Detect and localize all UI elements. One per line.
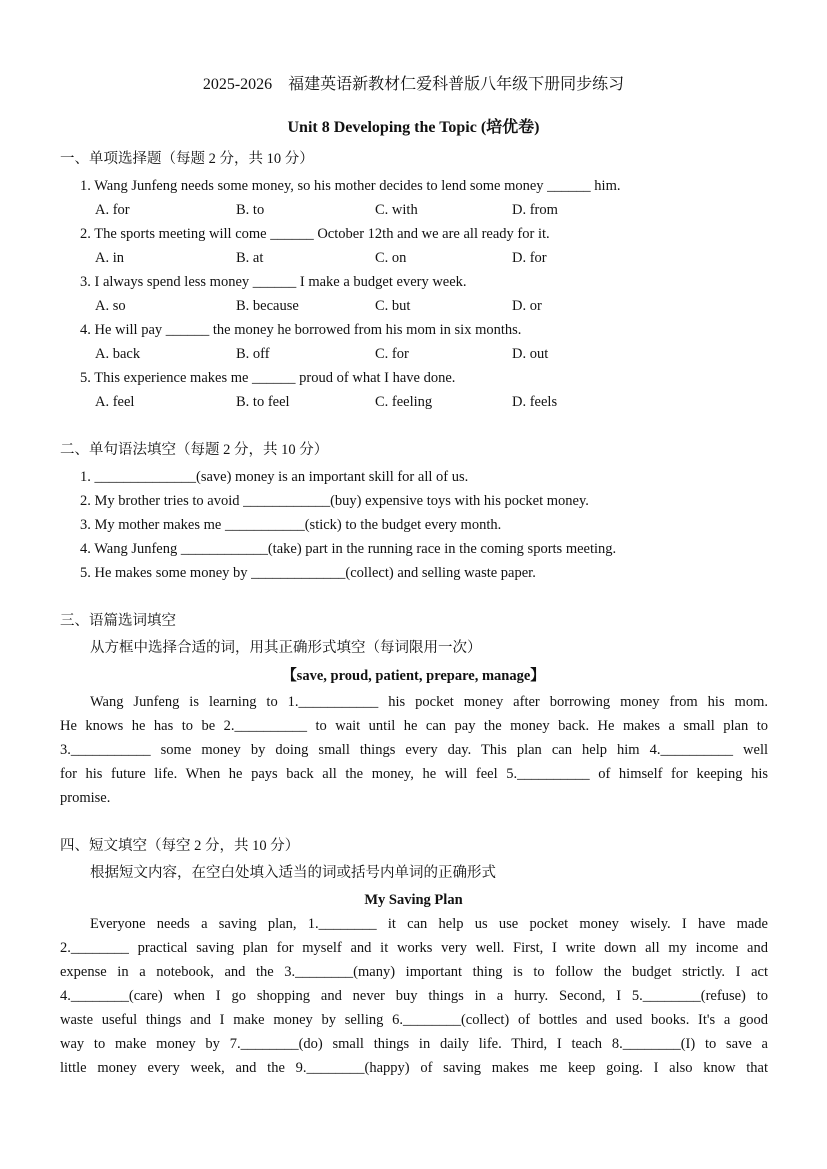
question-option: A. for <box>95 202 130 218</box>
question-stem: 1. Wang Junfeng needs some money, so his mother decides to lend some money ______ him. <box>80 178 621 194</box>
section2-heading: 二、单句语法填空（每题 2 分，共 10 分） <box>60 442 329 458</box>
section3-instruction: 从方框中选择合适的词，用其正确形式填空（每词限用一次） <box>90 640 482 656</box>
passage-line: for his future life. When he pays back all the money, he will feel 5.__________ of himself for keeping his <box>60 766 768 782</box>
question-option: B. to feel <box>236 394 290 410</box>
section1-heading: 一、单项选择题（每题 2 分，共 10 分） <box>60 151 314 167</box>
passage-line: 2.________ practical saving plan for myself and it works very well. First, I write down all my income and <box>60 940 768 956</box>
passage-line: waste useful things and I make money by selling 6.________(collect) of bottles and used books. It's a good <box>60 1012 768 1028</box>
question-option: B. off <box>236 346 270 362</box>
question-option: B. because <box>236 298 299 314</box>
question-option: A. in <box>95 250 124 266</box>
question-option: A. back <box>95 346 141 362</box>
section2-item: 1. ______________(save) money is an important skill for all of us. <box>80 469 469 485</box>
passage-line: way to make money by 7.________(do) small things in daily life. Third, I teach 8.________(I) to save a <box>60 1036 768 1052</box>
question-option: C. with <box>375 202 418 218</box>
passage-title: My Saving Plan <box>364 892 463 908</box>
question-option: C. on <box>375 250 407 266</box>
section4-instruction: 根据短文内容，在空白处填入适当的词或括号内单词的正确形式 <box>90 865 496 881</box>
passage-line: promise. <box>60 790 111 806</box>
question-option: A. feel <box>95 394 135 410</box>
question-option: C. but <box>375 298 411 314</box>
passage-line: Everyone needs a saving plan, 1.________ it can help us use pocket money wisely. I have made <box>90 916 768 932</box>
question-option: B. at <box>236 250 264 266</box>
question-stem: 4. He will pay ______ the money he borrowed from his mom in six months. <box>80 322 522 338</box>
passage-line: 3.___________ some money by doing small things every day. This plan can help him 4.__________ well <box>60 742 768 758</box>
question-option: D. for <box>512 250 547 266</box>
document-title: 2025-2026 福建英语新教材仁爱科普版八年级下册同步练习 <box>202 76 625 93</box>
passage-line: 4.________(care) when I go shopping and never buy things in a hurry. Second, I 5.________(refuse) to <box>60 988 768 1004</box>
question-option: D. from <box>512 202 558 218</box>
section3-heading: 三、语篇选词填空 <box>60 613 176 629</box>
section2-item: 5. He makes some money by _____________(collect) and selling waste paper. <box>80 565 536 581</box>
question-option: D. or <box>512 298 542 314</box>
passage-line: expense in a notebook, and the 3.________(many) important thing is to follow the budget strictly. I act <box>60 964 768 980</box>
section2-item: 4. Wang Junfeng ____________(take) part in the running race in the coming sports meeting. <box>80 541 617 557</box>
section4-heading: 四、短文填空（每空 2 分，共 10 分） <box>60 838 300 854</box>
word-box: 【save, proud, patient, prepare, manage】 <box>282 668 545 684</box>
question-option: A. so <box>95 298 126 314</box>
document-subtitle: Unit 8 Developing the Topic (培优卷) <box>287 119 540 136</box>
question-stem: 3. I always spend less money ______ I make a budget every week. <box>80 274 467 290</box>
question-stem: 5. This experience makes me ______ proud of what I have done. <box>80 370 456 386</box>
question-option: D. feels <box>512 394 558 410</box>
question-option: D. out <box>512 346 549 362</box>
question-option: B. to <box>236 202 265 218</box>
question-stem: 2. The sports meeting will come ______ October 12th and we are all ready for it. <box>80 226 550 242</box>
passage-line: Wang Junfeng is learning to 1.___________ his pocket money after borrowing money from his mom. <box>90 694 768 710</box>
question-option: C. for <box>375 346 409 362</box>
section2-item: 3. My mother makes me ___________(stick) to the budget every month. <box>80 517 502 533</box>
passage-line: little money every week, and the 9.________(happy) of saving makes me keep going. I also know that <box>60 1060 768 1076</box>
section2-item: 2. My brother tries to avoid ____________(buy) expensive toys with his pocket money. <box>80 493 589 509</box>
passage-line: He knows he has to be 2.__________ to wait until he can pay the money back. He makes a small plan to <box>60 718 768 734</box>
question-option: C. feeling <box>375 394 433 410</box>
